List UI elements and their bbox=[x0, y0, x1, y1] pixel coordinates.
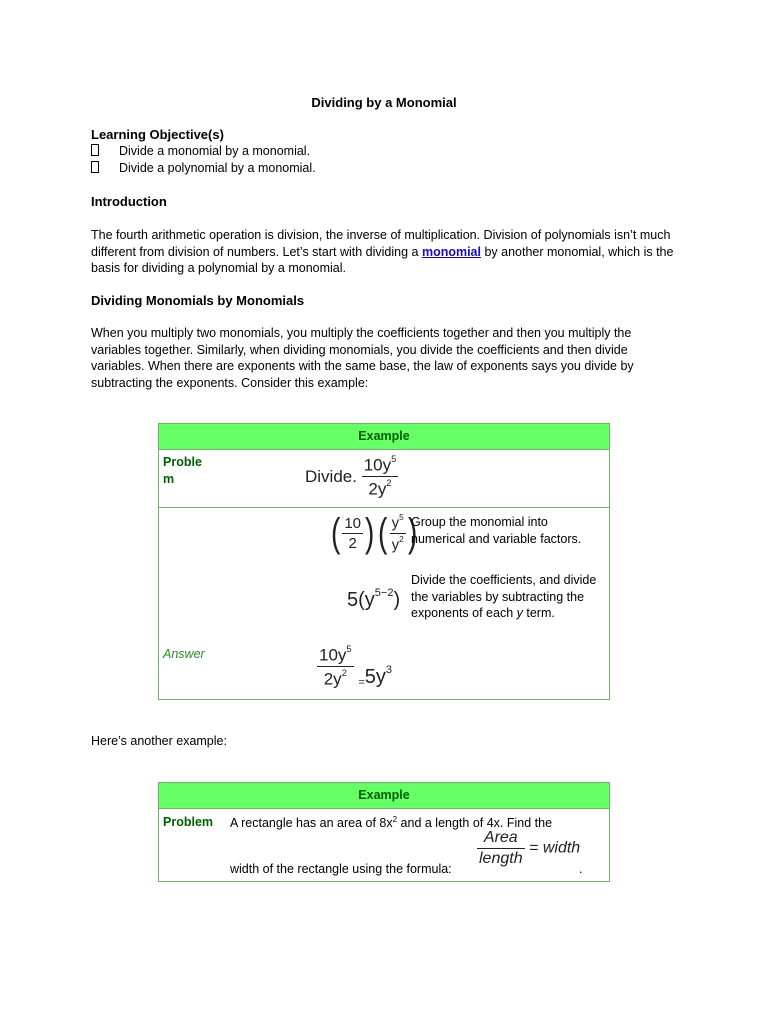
answer-label: Answer bbox=[163, 647, 205, 661]
example-header: Example bbox=[159, 424, 609, 450]
formula-period: . bbox=[579, 862, 583, 876]
formula-expression: $\frac{\text{Area}}{\text{length}}$ = width bbox=[479, 829, 581, 867]
objective-item: Divide a polynomial by a monomial. bbox=[91, 160, 316, 176]
bullet-box-icon bbox=[91, 144, 99, 156]
objectives-heading: Learning Objective(s) bbox=[91, 127, 224, 142]
row-divider bbox=[159, 507, 609, 508]
introduction-paragraph: The fourth arithmetic operation is division, the inverse of multiplication. Division of polynomials isn’t much different from division of numbers. Let’s start with dividing a monomial by another monomial, which is the basis for dividing a polynomial by a monomial. bbox=[91, 228, 674, 275]
step2-explanation: Divide the coefficients, and divide the variables by subtracting the exponents of each y term. bbox=[411, 573, 597, 620]
answer-expression: $\frac{10y^5}{2y^2}$ $_=5y^3$ bbox=[319, 644, 393, 689]
step1-explanation: Group the monomial into numerical and variable factors. bbox=[411, 515, 582, 546]
introduction-heading: Introduction bbox=[91, 194, 167, 209]
fraction: $\frac{10y^5}{2y^2}$ bbox=[363, 454, 397, 499]
problem-text-line1: A rectangle has an area of $8x^2$ and a length of 4x. Find the bbox=[230, 815, 553, 831]
transition-text: Here’s another example: bbox=[91, 734, 227, 748]
section-paragraph: When you multiply two monomials, you multiply the coefficients together and then you multiply the variables together. Similarly, when dividing monomials, you divide the coefficients and then divide variables. When there are exponents with the same base, the law of exponents says you divide by subtracting the exponents. Consider this example: bbox=[91, 326, 634, 390]
objective-item: Divide a monomial by a monomial. bbox=[91, 143, 310, 159]
monomial-link[interactable]: monomial bbox=[421, 244, 481, 259]
example-header: Example bbox=[159, 783, 609, 809]
problem-expression: Divide. $\frac{10y^5}{2y^2}$ bbox=[305, 454, 397, 499]
step2-expression: $5(y^{5-2})$ bbox=[347, 587, 401, 611]
example-table-1 bbox=[158, 423, 610, 700]
step1-expression: ( $\frac{10}{2}$ )( $\frac{y^5}{y^2}$ ) bbox=[330, 511, 418, 555]
bullet-box-icon bbox=[91, 161, 99, 173]
problem-label: Proble m bbox=[163, 455, 202, 486]
section-heading: Dividing Monomials by Monomials bbox=[91, 293, 305, 308]
problem-label: Problem bbox=[163, 815, 214, 829]
page-title: Dividing by a Monomial bbox=[311, 95, 457, 110]
problem-text-line2: width of the rectangle using the formula: bbox=[230, 862, 452, 876]
example-table-2 bbox=[158, 782, 610, 882]
